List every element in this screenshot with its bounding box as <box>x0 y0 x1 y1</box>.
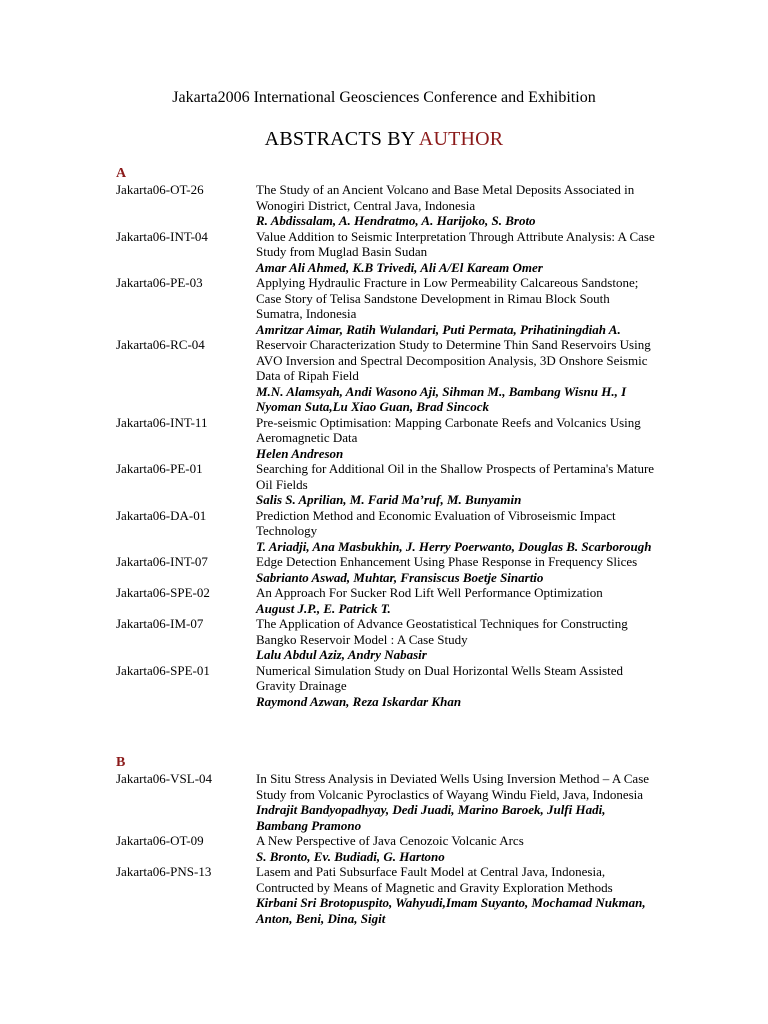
abstract-entry <box>116 663 656 710</box>
abstract-entry <box>116 585 656 616</box>
abstract-code: Jakarta06-PE-01 <box>116 461 203 476</box>
abstract-title: Value Addition to Seismic Interpretation Through Attribute Analysis: A Case Study from Muglad Basin Sudan <box>256 228 655 259</box>
abstract-entry <box>116 771 656 833</box>
abstract-entry <box>116 182 656 229</box>
page-title <box>0 127 768 151</box>
abstract-code: Jakarta06-IM-07 <box>116 616 204 631</box>
abstract-code: Jakarta06-RC-04 <box>116 337 205 352</box>
abstract-authors: August J.P., E. Patrick T. <box>256 600 391 616</box>
abstract-code: Jakarta06-PE-03 <box>116 275 203 290</box>
abstract-entry <box>116 616 656 663</box>
conference-header: Jakarta2006 International Geosciences Conference and Exhibition <box>172 89 596 106</box>
abstract-title: Prediction Method and Economic Evaluation of Vibroseismic Impact Technology <box>256 507 616 538</box>
abstract-authors: T. Ariadji, Ana Masbukhin, J. Herry Poerwanto, Douglas B. Scarborough <box>256 538 652 554</box>
abstract-entry <box>116 864 656 926</box>
abstract-code: Jakarta06-PNS-13 <box>116 864 212 879</box>
abstract-entry <box>116 833 656 864</box>
abstract-code: Jakarta06-SPE-02 <box>116 585 210 600</box>
abstract-entry <box>116 554 656 585</box>
abstract-authors: S. Bronto, Ev. Budiadi, G. Hartono <box>256 848 445 864</box>
abstract-entry <box>116 415 656 462</box>
title-accent: AUTHOR <box>418 128 504 150</box>
abstract-entry <box>116 229 656 276</box>
abstract-authors: Indrajit Bandyopadhyay, Dedi Juadi, Marino Baroek, Julfi Hadi, Bambang Pramono <box>256 802 606 833</box>
abstract-authors: M.N. Alamsyah, Andi Wasono Aji, Sihman M., Bambang Wisnu H., I Nyoman Suta,Lu Xiao Guan, Brad Sincock <box>256 383 627 414</box>
abstract-entry <box>116 275 656 337</box>
abstract-authors: Salis S. Aprilian, M. Farid Ma’ruf, M. Bunyamin <box>256 492 522 507</box>
abstract-code: Jakarta06-OT-09 <box>116 833 204 848</box>
section-letter-a: A <box>116 166 127 181</box>
abstract-entry <box>116 508 656 555</box>
abstract-authors: Amar Ali Ahmed, K.B Trivedi, Ali A/El Kaream Omer <box>256 259 543 275</box>
abstract-title: Edge Detection Enhancement Using Phase Response in Frequency Slices <box>256 554 638 569</box>
abstract-title: In Situ Stress Analysis in Deviated Wells Using Inversion Method – A Case Study from Volcanic Pyroclastics of Wayang Windu Field, Java, Indonesia <box>256 771 650 802</box>
abstract-title: Searching for Additional Oil in the Shallow Prospects of Pertamina's Mature Oil Fields <box>256 461 655 492</box>
abstract-code: Jakarta06-INT-04 <box>116 228 208 244</box>
abstract-code: Jakarta06-VSL-04 <box>116 771 213 786</box>
abstract-authors: Helen Andreson <box>256 445 344 461</box>
title-prefix: ABSTRACTS BY <box>264 128 419 150</box>
abstract-authors: Lalu Abdul Aziz, Andry Nabasir <box>256 647 427 662</box>
abstract-title: Reservoir Characterization Study to Determine Thin Sand Reservoirs Using AVO Inversion and Spectral Decomposition Analysis, 3D Onshore Seismic Data of Ripah Field <box>256 337 651 383</box>
section-b-entries <box>116 771 656 926</box>
abstract-title: Lasem and Pati Subsurface Fault Model at Central Java, Indonesia, Contructed by Means of Magnetic and Gravity Exploration Methods <box>256 864 613 895</box>
abstract-title: The Study of an Ancient Volcano and Base Metal Deposits Associated in Wonogiri District, Central Java, Indonesia <box>256 182 635 213</box>
section-a-entries <box>116 182 656 709</box>
abstract-title: An Approach For Sucker Rod Lift Well Performance Optimization <box>256 585 603 600</box>
abstract-code: Jakarta06-OT-26 <box>116 182 204 197</box>
abstract-code: Jakarta06-INT-07 <box>116 554 208 569</box>
abstract-code: Jakarta06-SPE-01 <box>116 662 210 678</box>
abstract-code: Jakarta06-INT-11 <box>116 414 208 430</box>
abstract-title: A New Perspective of Java Cenozoic Volcanic Arcs <box>256 833 524 848</box>
abstract-authors: Kirbani Sri Brotopuspito, Wahyudi,Imam Suyanto, Mochamad Nukman, Anton, Beni, Dina, Sigit <box>256 895 646 926</box>
abstract-authors: Sabrianto Aswad, Muhtar, Fransiscus Boetje Sinartio <box>256 569 544 585</box>
abstract-title: Applying Hydraulic Fracture in Low Permeability Calcareous Sandstone; Case Story of Telisa Sandstone Development in Rimau Block South Sumatra, Indonesia <box>256 275 639 321</box>
abstract-authors: Raymond Azwan, Reza Iskardar Khan <box>256 693 462 709</box>
abstract-authors: R. Abdissalam, A. Hendratmo, A. Harijoko, S. Broto <box>256 213 536 228</box>
abstract-authors: Amritzar Aimar, Ratih Wulandari, Puti Permata, Prihatiningdiah A. <box>256 321 621 337</box>
abstract-code: Jakarta06-DA-01 <box>116 507 207 523</box>
abstract-title: The Application of Advance Geostatistical Techniques for Constructing Bangko Reservoir Model : A Case Study <box>256 616 628 647</box>
section-letter-b: B <box>116 755 126 770</box>
abstract-title: Numerical Simulation Study on Dual Horizontal Wells Steam Assisted Gravity Drainage <box>256 662 624 693</box>
abstract-entry <box>116 461 656 508</box>
abstract-entry <box>116 337 656 415</box>
abstract-title: Pre-seismic Optimisation: Mapping Carbonate Reefs and Volcanics Using Aeromagnetic Data <box>256 414 641 445</box>
